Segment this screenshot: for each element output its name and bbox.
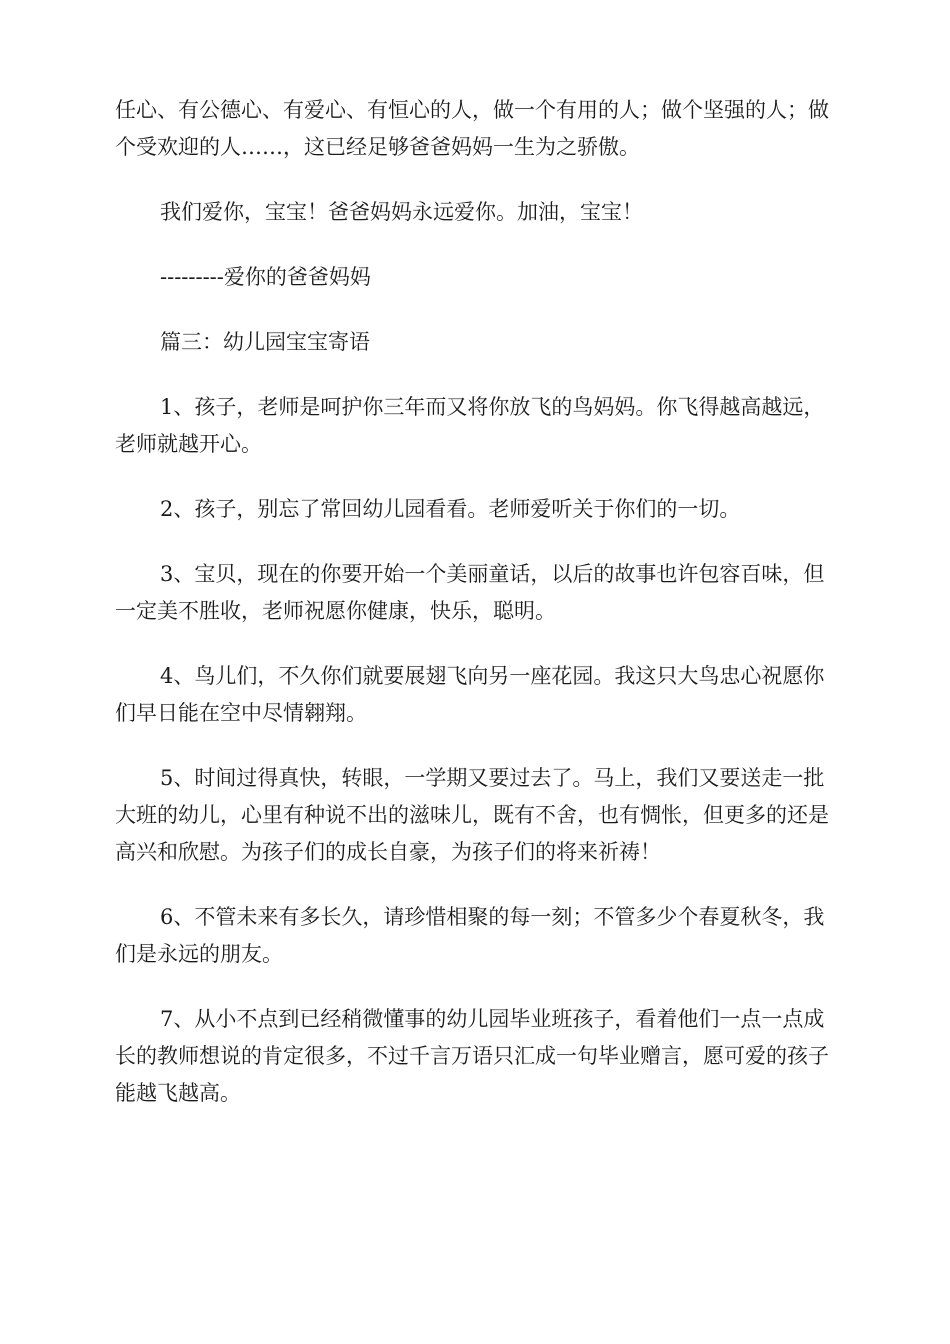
section-heading: 篇三：幼儿园宝宝寄语: [160, 330, 370, 354]
paragraph-continuation: 任心、有公德心、有爱心、有恒心的人，做一个有用的人；做个坚强的人；做个受欢迎的人……，这已经足够爸爸妈妈一生为之骄傲。: [115, 98, 829, 159]
paragraph-signature: ---------爱你的爸爸妈妈: [160, 265, 371, 289]
list-item: 5、时间过得真快，转眼，一学期又要过去了。马上，我们又要送走一批大班的幼儿，心里有种说不出的滋味儿，既有不舍，也有惆怅，但更多的还是高兴和欣慰。为孩子们的成长自豪，为孩子们的将来祈祷！: [115, 766, 829, 864]
list-item: 3、宝贝，现在的你要开始一个美丽童话，以后的故事也许包容百味，但一定美不胜收，老师祝愿你健康，快乐，聪明。: [115, 562, 825, 623]
document-body: [115, 92, 835, 1140]
list-item: 4、鸟儿们，不久你们就要展翅飞向另一座花园。我这只大鸟忠心祝愿你们早日能在空中尽情翱翔。: [115, 664, 825, 725]
paragraph-love-message: 我们爱你，宝宝！爸爸妈妈永远爱你。加油，宝宝！: [160, 200, 643, 224]
list-item: 1、孩子，老师是呵护你三年而又将你放飞的鸟妈妈。你飞得越高越远，老师就越开心。: [115, 395, 825, 456]
list-item: 6、不管未来有多长久，请珍惜相聚的每一刻；不管多少个春夏秋冬，我们是永远的朋友。: [115, 905, 825, 966]
list-item: 7、从小不点到已经稍微懂事的幼儿园毕业班孩子，看着他们一点一点成长的教师想说的肯定很多，不过千言万语只汇成一句毕业赠言，愿可爱的孩子能越飞越高。: [115, 1007, 829, 1105]
list-item: 2、孩子，别忘了常回幼儿园看看。老师爱听关于你们的一切。: [160, 497, 741, 521]
